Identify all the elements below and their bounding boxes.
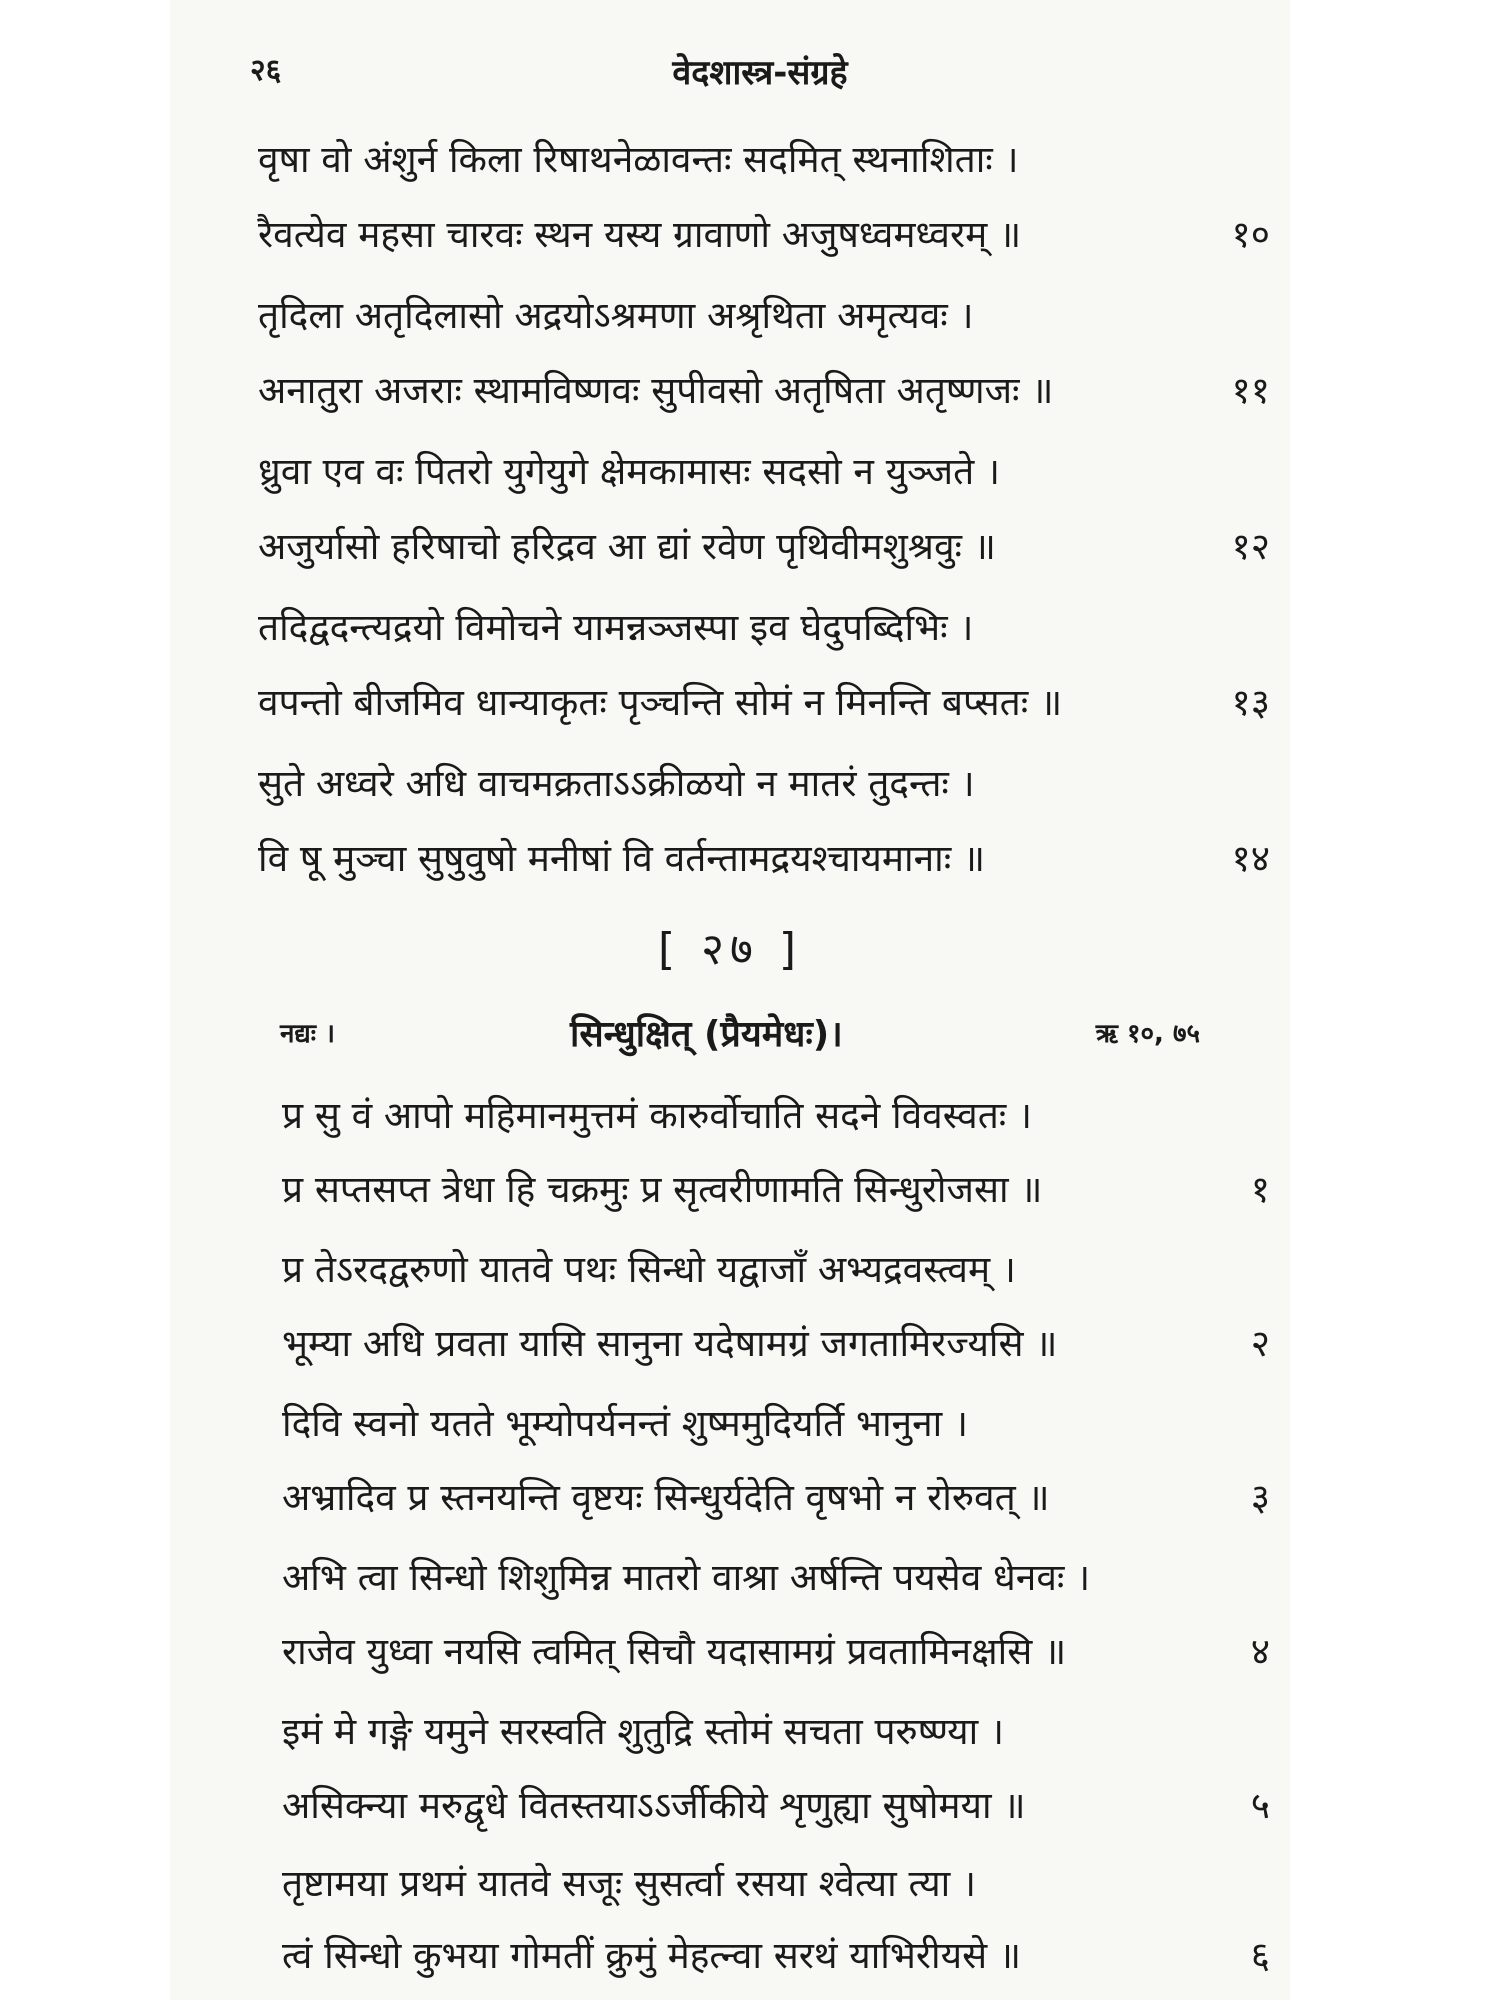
verse-number: १४ <box>1231 837 1270 880</box>
source-reference: ऋ १०, ७५ <box>1095 1019 1200 1049</box>
verse-2-line-2: भूम्या अधि प्रवता यासि सानुना यदेषामग्रं जगतामिरज्यसि ॥ २ <box>282 1320 1270 1368</box>
verse-4-line-1: अभि त्वा सिन्धो शिशुमिन्न मातरो वाश्रा अर्षन्ति पयसेव धेनवः । <box>282 1556 1091 1599</box>
verse-number: ११ <box>1231 369 1270 412</box>
verse-12-line-2: अजुर्यासो हरिषाचो हरिद्रव आ द्यां रवेण पृथिवीमशुश्रवुः ॥ १२ <box>258 523 1270 571</box>
section-number: [ २७ ] <box>657 924 803 975</box>
verse-5-line-1: इमं मे गङ्गे यमुने सरस्वति शुतुद्रि स्तोमं सचता परुष्ण्या । <box>282 1710 1004 1753</box>
page-number: २६ <box>250 53 282 88</box>
verse-1-line-1: प्र सु वं आपो महिमानमुत्तमं कारुर्वोचाति सदने विवस्वतः । <box>282 1094 1033 1137</box>
page-header <box>250 48 1270 108</box>
verse-13-line-1: तदिद्वदन्त्यद्रयो विमोचने यामन्नञ्जस्पा इव घेदुपब्दिभिः । <box>258 606 974 649</box>
page <box>170 0 1290 2000</box>
page-title: वेदशास्त्र-संग्रहे <box>672 53 848 93</box>
verse-3-line-2: अभ्रादिव प्र स्तनयन्ति वृष्टयः सिन्धुर्यदेति वृषभो न रोरुवत् ॥ ३ <box>282 1474 1270 1522</box>
verse-11-line-2: अनातुरा अजराः स्थामविष्णवः सुपीवसो अतृषिता अतृष्णजः ॥ ११ <box>258 367 1270 415</box>
verse-10-line-1: वृषा वो अंशुर्न किला रिषाथनेळावन्तः सदमित् स्थनाशिताः । <box>258 138 1019 181</box>
verse-3-line-1: दिवि स्वनो यतते भूम्योपर्यनन्तं शुष्ममुदियर्ति भानुना । <box>282 1402 968 1445</box>
verse-number: ५ <box>1250 1784 1270 1827</box>
verse-number: ६ <box>1250 1934 1270 1977</box>
rishi-label: सिन्धुक्षित् (प्रैयमेधः)। <box>570 1014 843 1055</box>
verse-number: १० <box>1231 213 1270 256</box>
verse-4-line-2: राजेव युध्वा नयसि त्वमित् सिचौ यदासामग्रं प्रवतामिनक्षसि ॥ ४ <box>282 1628 1270 1676</box>
verse-2-line-1: प्र तेऽरदद्वरुणो यातवे पथः सिन्धो यद्वाजाँ अभ्यद्रवस्त्वम् । <box>282 1248 1016 1291</box>
verse-6-line-1: तृष्टामया प्रथमं यातवे सजूः सुसर्त्वा रसया श्वेत्या त्या । <box>282 1862 977 1905</box>
verse-number: ४ <box>1250 1630 1270 1673</box>
verse-12-line-1: ध्रुवा एव वः पितरो युगेयुगे क्षेमकामासः सदसो न युञ्जते । <box>258 450 1000 493</box>
verse-number: ३ <box>1250 1476 1270 1519</box>
verse-number: २ <box>1250 1322 1270 1365</box>
verse-14-line-1: सुते अध्वरे अधि वाचमक्रताऽऽक्रीळयो न मातरं तुदन्तः । <box>258 762 975 805</box>
verse-number: १ <box>1250 1168 1270 1211</box>
verse-number: १२ <box>1231 525 1270 568</box>
verse-14-line-2: वि षू मुञ्चा सुषुवुषो मनीषां वि वर्तन्तामद्रयश्चायमानाः ॥ १४ <box>258 835 1270 883</box>
section-meta <box>280 1008 1200 1056</box>
verse-1-line-2: प्र सप्तसप्त त्रेधा हि चक्रमुः प्र सृत्वरीणामति सिन्धुरोजसा ॥ १ <box>282 1166 1270 1214</box>
devata-label: नद्यः । <box>280 1019 335 1049</box>
verse-6-line-2: त्वं सिन्धो कुभया गोमतीं क्रुमुं मेहत्न्वा सरथं याभिरीयसे ॥ ६ <box>282 1932 1270 1980</box>
verse-11-line-1: तृदिला अतृदिलासो अद्रयोऽश्रमणा अश्रृथिता अमृत्यवः । <box>258 294 974 337</box>
verse-number: १३ <box>1231 681 1270 724</box>
verse-13-line-2: वपन्तो बीजमिव धान्याकृतः पृञ्चन्ति सोमं न मिनन्ति बप्सतः ॥ १३ <box>258 679 1270 727</box>
verse-10-line-2: रैवत्येव महसा चारवः स्थन यस्य ग्रावाणो अजुषध्वमध्वरम् ॥ १० <box>258 211 1270 259</box>
verse-5-line-2: असिक्न्या मरुद्वृधे वितस्तयाऽऽर्जीकीये शृणुह्या सुषोमया ॥ ५ <box>282 1782 1270 1830</box>
